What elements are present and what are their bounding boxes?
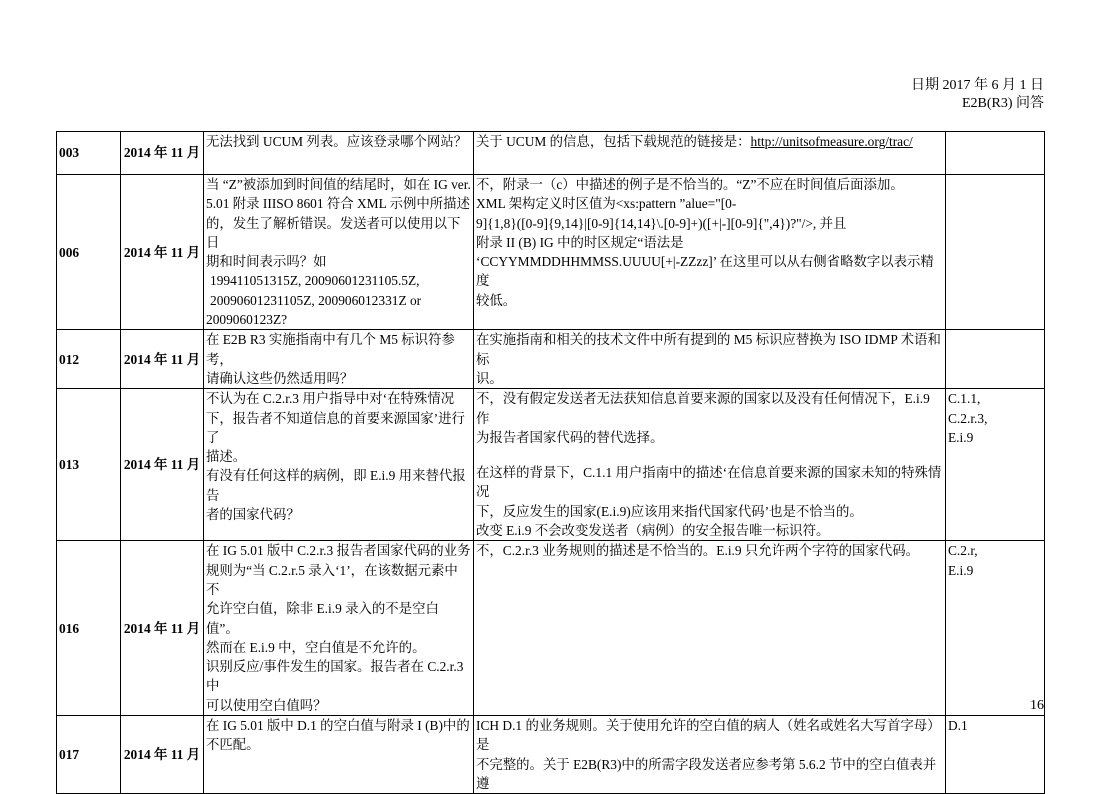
table-row-016 [57,541,1045,716]
answer-line: 改变 E.i.9 不会改变发送者（病例）的安全报告唯一标识符。 [476,523,830,539]
row-date: 2014 年 11 月 [121,389,204,541]
question-line: 199411051315Z, 20090601231105.5Z, [210,273,420,289]
question-line: 的，发生了解析错误。发送者可以使用以下日 [206,215,461,250]
row-answer [474,132,946,175]
question-line: 5.01 附录 IIISO 8601 符合 XML 示例中所描述 [206,196,470,212]
row-date: 2014 年 11 月 [121,716,204,794]
table-row-013 [57,389,1045,541]
question-line: 可以使用空白值吗？ [206,697,327,713]
row-reference [946,175,1045,330]
answer-text: 关于 UCUM 的信息，包括下载规范的链接是： [476,134,751,149]
question-line: 2009060123Z? [206,312,288,328]
row-answer [474,716,946,794]
row-question [204,132,474,175]
question-line: 在 IG 5.01 版中 C.2.r.3 报告者国家代码的业务 [206,543,471,559]
answer-line: ‘CCYYMMDDHHMMSS.UUUU[+|-ZZzz]’ 在这里可以从右侧省略数字以表示精度 [476,254,934,289]
row-reference [946,330,1045,389]
row-date: 2014 年 11 月 [121,330,204,389]
row-answer [474,541,946,716]
answer-line: 在实施指南和相关的技术文件中所有提到的 M5 标识应替换为 ISO IDMP 术语和标 [476,332,941,367]
question-line: 不匹配。 [206,737,260,753]
row-question [204,389,474,541]
question-line: 规则为“当 C.2.r.5 录入‘1’，在该数据元素中不 [206,562,458,597]
row-number: 017 [57,716,121,794]
row-answer [474,330,946,389]
header-title: E2B(R3) 问答 [961,96,1044,111]
question-line: 识别反应/事件发生的国家。报告者在 C.2.r.3 中 [206,659,464,694]
row-question [204,541,474,716]
reference-line: E.i.9 [948,429,974,445]
row-date: 2014 年 11 月 [121,132,204,175]
question-line: 在 IG 5.01 版中 D.1 的空白值与附录 I (B)中的 [206,718,470,734]
reference-line: C.2.r.3, [948,410,988,426]
question-line: 描述。 [206,449,247,465]
question-line: 在 E2B R3 实施指南中有几个 M5 标识符参考， [206,332,455,367]
table-row-006 [57,175,1045,330]
reference-line: C.1.1, [948,391,981,407]
reference-line: E.i.9 [948,562,974,578]
question-line: 有没有任何这样的病例，即 E.i.9 用来替代报告 [206,468,466,503]
question-line: 者的国家代码？ [206,507,300,523]
question-line: 不认为在 C.2.r.3 用户指导中对‘在特殊情况 [206,391,455,407]
question-line: 然而在 E.i.9 中，空白值是不允许的。 [206,639,426,655]
answer-line: 不，附录一（c）中描述的例子是不恰当的。“Z”不应在时间值后面添加。 [476,177,904,192]
answer-line: 9]{1,8}([0-9]{9,14}|[0-9]{14,14}\.[0-9]+)([+|-][0-9]{",4})?"/>, 并且 [476,215,847,231]
row-number: 003 [57,132,121,175]
row-answer [474,175,946,330]
row-number: 012 [57,330,121,389]
question-line: 无法找到 UCUM 列表。应该登录哪个网站？ [206,134,468,149]
answer-line: 附录 II (B) IG 中的时区规定“语法是 [476,234,684,250]
question-line: 请确认这些仍然适用吗？ [206,370,354,386]
row-reference [946,541,1045,716]
row-answer [474,389,946,541]
question-line: 20090601231105Z, 200906012331Z or [210,292,422,308]
row-reference [946,716,1045,794]
answer-line: 为报告者国家代码的替代选择。 [476,429,664,445]
answer-line: 不，C.2.r.3 业务规则的描述是不恰当的。E.i.9 只允许两个字符的国家代码。 [476,543,920,559]
question-line: 允许空白值，除非 E.i.9 录入的不是空白值”。 [206,601,439,636]
row-date: 2014 年 11 月 [121,541,204,716]
answer-line: XML 架构定义时区值为<xs:pattern ”alue="[0- [476,196,737,212]
question-line: 期和时间表示吗？如 [206,254,327,270]
ucum-link[interactable]: http://unitsofmeasure.org/trac/ [750,134,913,149]
row-number: 013 [57,389,121,541]
row-reference [946,132,1045,175]
table-row-017 [57,716,1045,794]
row-date: 2014 年 11 月 [121,175,204,330]
table-row-012 [57,330,1045,389]
answer-spacer [476,447,943,455]
page-number: 16 [1030,698,1044,713]
answer-line: 下，反应发生的国家(E.i.9)应该用来指代国家代码’也是不恰当的。 [476,503,863,519]
row-reference [946,389,1045,541]
question-line: 下，报告者不知道信息的首要来源国家’进行了 [206,410,465,445]
answer-line: 不，没有假定发送者无法获知信息首要来源的国家以及没有任何情况下，E.i.9 作 [476,391,930,426]
row-question [204,716,474,794]
answer-line: 在这样的背景下，C.1.1 用户指南中的描述‘在信息首要来源的国家未知的特殊情况 [476,465,942,500]
row-number: 016 [57,541,121,716]
row-question [204,330,474,389]
row-question [204,175,474,330]
table-row-003 [57,132,1045,175]
answer-spacer [476,455,943,463]
question-line: 当 “Z”被添加到时间值的结尾时，如在 IG ver. [206,177,471,192]
answer-line: ICH D.1 的业务规则。关于使用允许的空白值的病人（姓名或姓名大写首字母）是 [476,718,941,753]
header-date: 日期 2017 年 6 月 1 日 [911,78,1044,93]
answer-line: 识。 [476,370,503,386]
row-number: 006 [57,175,121,330]
answer-line: 不完整的。关于 E2B(R3)中的所需字段发送者应参考第 5.6.2 节中的空白值表并遵 [476,756,937,791]
qa-table [56,131,1045,794]
reference-line: D.1 [948,718,968,734]
answer-line: 较低。 [476,292,517,308]
reference-line: C.2.r, [948,543,978,559]
